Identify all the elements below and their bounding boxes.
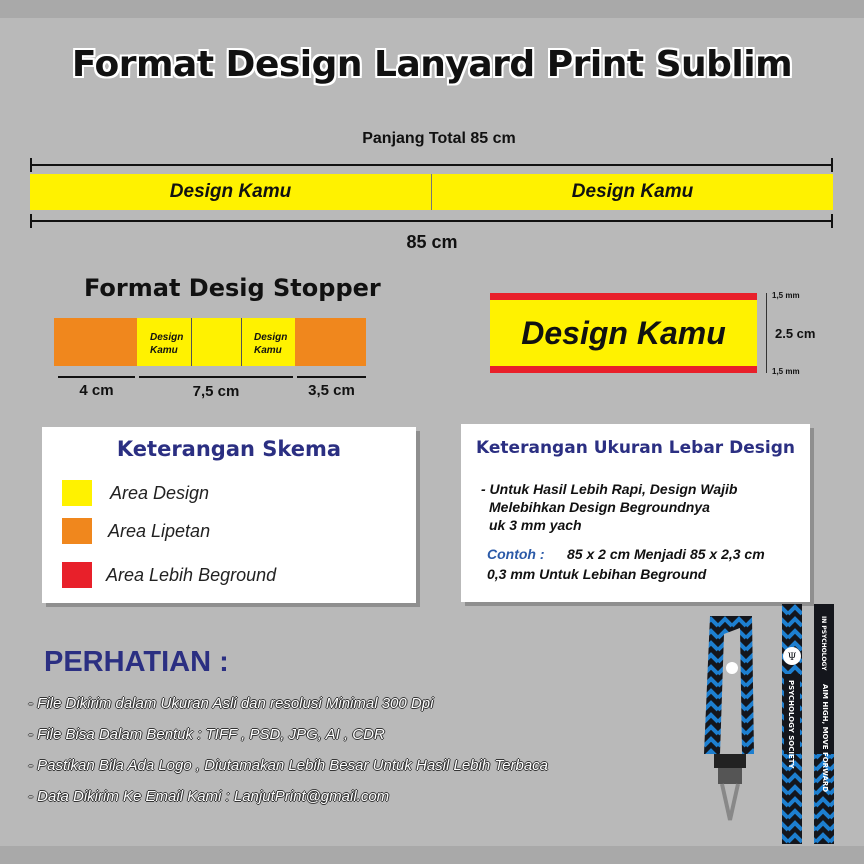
- fold-area-right: [295, 318, 366, 366]
- design-area-right: Design Kamu: [571, 181, 694, 202]
- width-design-label: Design Kamu: [521, 315, 726, 351]
- example-label: Contoh :: [487, 546, 545, 562]
- length-label: 85 cm: [406, 232, 458, 252]
- attention-title: PERHATIAN :: [44, 646, 229, 678]
- lanyard-stopper: [714, 754, 746, 768]
- legend-design-label: Area Design: [110, 483, 210, 503]
- lanyard-buckle: [718, 768, 742, 784]
- svg-text:IN PSYCHOLOGY: IN PSYCHOLOGY: [820, 616, 827, 671]
- attention-item-1: - File Dikirim dalam Ukuran Asli dan resolusi Minimal 300 Dpi: [28, 695, 434, 712]
- stopper-divider: [241, 318, 242, 366]
- svg-text:PSYCHOLOGY SOCIETY: PSYCHOLOGY SOCIETY: [787, 680, 795, 769]
- note-line-3: uk 3 mm yach: [489, 517, 582, 533]
- width-diagram: [490, 293, 757, 373]
- swatch-design: [62, 480, 92, 506]
- bleed-top: [490, 293, 757, 300]
- stopper-title: Format Desig Stopper: [84, 274, 381, 302]
- stopper-dim-right: 3,5 cm: [308, 382, 355, 399]
- legend-bleed-label: Area Lebih Beground: [106, 565, 277, 585]
- top-margin-label: 1,5 mm: [772, 291, 800, 300]
- legend-title: Keterangan Skema: [116, 437, 342, 461]
- lanyard-band: [30, 174, 833, 210]
- lanyard-logo-small: [726, 662, 738, 674]
- bottom-margin-label: 1,5 mm: [772, 367, 800, 376]
- page-title: Format Design Lanyard Print Sublim: [71, 44, 793, 85]
- stopper-dim-left: 4 cm: [79, 382, 114, 399]
- dimension-tick: [30, 158, 32, 172]
- swatch-fold: [62, 518, 92, 544]
- dimension-tick: [831, 214, 833, 228]
- legend-fold-label: Area Lipetan: [108, 521, 211, 541]
- example-line-2: 0,3 mm Untuk Lebihan Beground: [487, 566, 707, 582]
- svg-text:Ψ: Ψ: [787, 652, 797, 663]
- width-height-label: 2.5 cm: [775, 326, 816, 341]
- width-dim-line: [766, 293, 767, 373]
- stopper-dim-mid: 7,5 cm: [192, 383, 240, 400]
- attention-item-3: - Pastikan Bila Ada Logo , Diutamakan Lebih Besar Untuk Hasil Lebih Terbaca: [28, 757, 549, 774]
- lanyard-hook: [722, 784, 738, 820]
- lanyard-loop: [704, 616, 754, 754]
- example-text: 85 x 2 cm Menjadi 85 x 2,3 cm: [567, 546, 765, 562]
- fold-area-left: [54, 318, 137, 366]
- swatch-bleed: [62, 562, 92, 588]
- lanyard-product-photo: [690, 604, 840, 846]
- top-bar: [0, 0, 864, 18]
- legend-card: [42, 427, 416, 603]
- top-dimension-line: [30, 164, 833, 166]
- dimension-tick: [831, 158, 833, 172]
- stopper-design-label-a: Design Kamu: [150, 332, 184, 356]
- stopper-divider: [191, 318, 192, 366]
- stopper-design-label-b: Design Kamu: [254, 332, 288, 356]
- stopper-dim-line: [297, 376, 366, 378]
- stopper-dim-line: [139, 376, 293, 378]
- bottom-dimension-line: [30, 220, 833, 222]
- width-note-title: Keterangan Ukuran Lebar Design: [476, 438, 795, 458]
- dimension-tick: [30, 214, 32, 228]
- attention-item-4: - Data Dikirim Ke Email Kami : LanjutPrint@gmail.com: [28, 788, 390, 805]
- lanyard-illustration: [690, 604, 840, 846]
- design-area-left: Design Kamu: [169, 181, 292, 202]
- note-line-1: - Untuk Hasil Lebih Rapi, Design Wajib: [481, 481, 738, 497]
- bleed-bottom: [490, 366, 757, 373]
- width-note-card: [461, 424, 810, 602]
- svg-text:AIM HIGH, MOVE FORWARD: AIM HIGH, MOVE FORWARD: [821, 684, 829, 793]
- bottom-bar: [0, 846, 864, 864]
- note-line-2: Melebihkan Design Begroundnya: [489, 499, 710, 515]
- attention-item-2: - File Bisa Dalam Bentuk : TIFF , PSD, JPG, AI , CDR: [28, 726, 385, 743]
- total-length-label: Panjang Total 85 cm: [362, 130, 516, 147]
- stopper-dim-line: [58, 376, 135, 378]
